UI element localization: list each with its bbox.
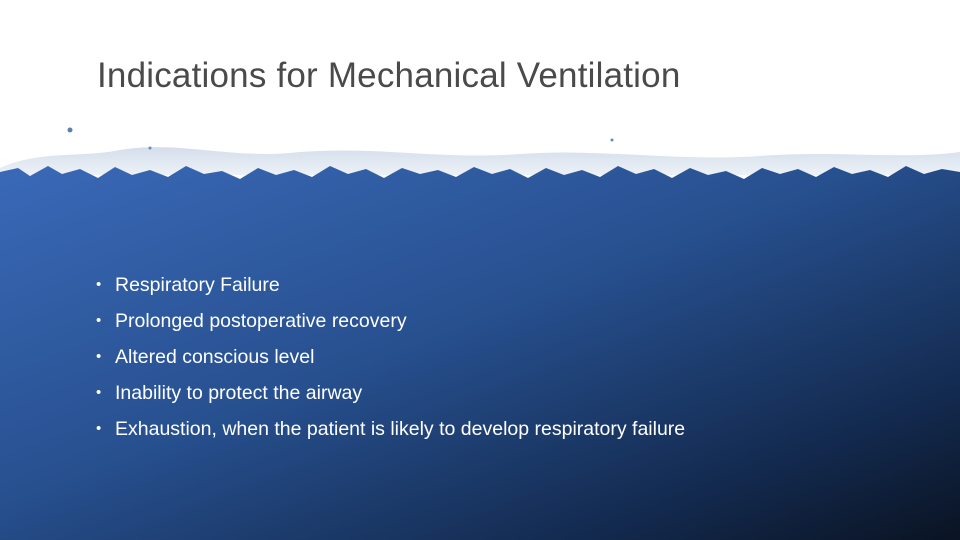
bullet-item (96, 375, 685, 411)
bullet-dot: • (96, 276, 102, 293)
bullet-item (96, 303, 685, 339)
paint-speck (68, 128, 73, 133)
bullet-text: Altered conscious level (115, 346, 315, 368)
bullet-dot: • (96, 420, 102, 437)
bullet-dot: • (96, 348, 102, 365)
bullet-dot: • (96, 312, 102, 329)
paint-speck (149, 147, 152, 150)
paint-speck (611, 139, 614, 142)
bullet-list (96, 267, 685, 447)
bullet-dot: • (96, 384, 102, 401)
bullet-item (96, 339, 685, 375)
bullet-text: Prolonged postoperative recovery (115, 310, 407, 332)
bullet-text: Respiratory Failure (115, 274, 280, 296)
bullet-text: Inability to protect the airway (115, 382, 363, 404)
bullet-item (96, 267, 685, 303)
slide-title: Indications for Mechanical Ventilation (97, 56, 681, 95)
bullet-text: Exhaustion, when the patient is likely to develop respiratory failure (115, 418, 686, 440)
bullet-item (96, 411, 685, 447)
